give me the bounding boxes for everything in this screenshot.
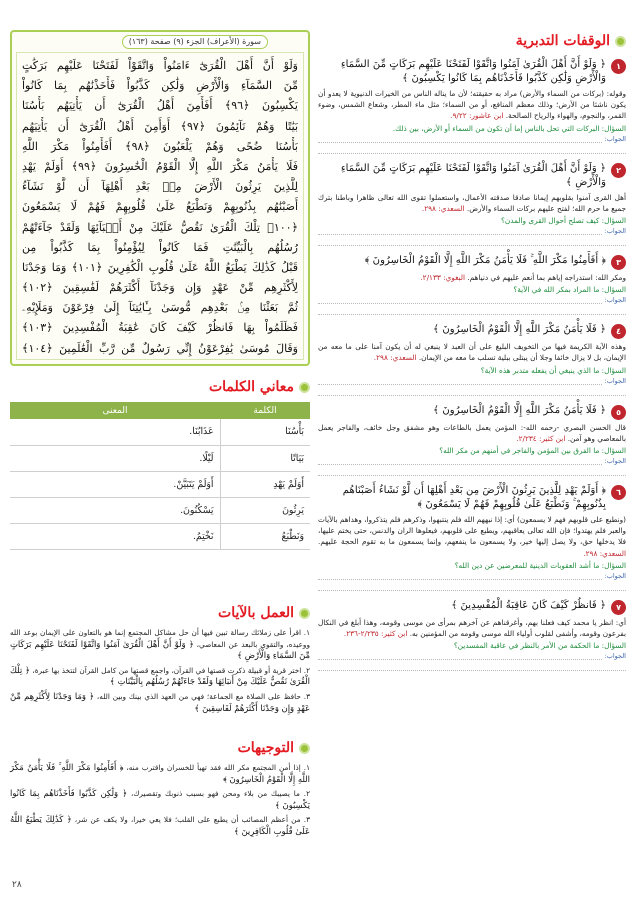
list-item-verse: ﴿ وَلَوْ أَنَّ أَهْلَ الْقُرَىٰ آمَنُوا وَاتَّقَوْا لَفَتَحْنَا عَلَيْهِم بَرَكَاتٍ مِّنَ السَّمَاءِ وَالْأَرْضِ ﴾ <box>10 638 310 661</box>
answer-field[interactable] <box>318 572 626 580</box>
tafsir-text: أهل القرى آمنوا بقلوبهم إيمانا صادقا صدقته الأعمال، واستعملوا تقوى الله تعالى ظاهرا وباطنا بترك جميع ما حرم الله؛ لفتح عليهم بركات السماء والأرض. <box>318 192 626 213</box>
reflection-question: السؤال: ما المراد بمكر الله في الآية؟ <box>513 285 626 295</box>
list-item-text: ١. إذا أمن المجتمع مكر الله فقد تهيأ للخسران واقترب منه، <box>123 763 310 772</box>
meaning-cell: لَيْلًا. <box>10 445 220 471</box>
reflection-ayah-row <box>318 58 626 86</box>
tafsir-text: (ونطبع على قلوبهم فهم لا يسمعون) أي: إذا نبههم الله فلم ينتبهوا، وذكرهم فلم يتذكروا، وهداهم بالآيات والعبر فلم يهتدوا؛ فإن الله تعالى يعاقبهم، ويطبع على قلوبهم، فيعلوها الران والدنس، حتى يختم عليها، فلا يدخلها حق، ولا يصل إليها خير، ولا يسمعون ما ينفعهم، وإنما يسمعون ما به تقوم الحجة عليهم. <box>318 515 626 547</box>
reflection-item <box>318 58 626 156</box>
list-item <box>10 627 310 662</box>
answer-line <box>318 304 626 315</box>
reflection-ayah-row <box>318 599 626 615</box>
mushaf-line: ﴿١٠٠﴾ تِلْكَ الْقُرَىٰ نَقُصُّ عَلَيْكَ مِنْ أَنۢبَآئِهَا وَلَقَدْ جَآءَتْهُمْ <box>22 220 298 234</box>
answer-label: الجواب: <box>604 571 626 580</box>
answer-label: الجواب: <box>604 652 626 661</box>
table-row <box>10 419 310 445</box>
reflection-number: ٣ <box>611 255 626 270</box>
answer-line <box>318 465 626 476</box>
list-item-verse: ﴿ كَذَٰلِكَ يَطْبَعُ اللَّهُ عَلَىٰ قُلُوبِ الْكَافِرِينَ ﴾ <box>10 814 310 836</box>
mushaf-line: وَقَالَ مُوسَىٰ يَٰفِرْعَوْنُ إِنِّي رَسُولٌ مِّن رَّبِّ الْعَٰلَمِينَ ﴿١٠٤﴾ <box>22 341 298 355</box>
mushaf-page <box>10 30 310 366</box>
answer-field[interactable] <box>318 296 626 304</box>
reflection-tafsir <box>318 341 626 363</box>
answer-line <box>318 652 602 660</box>
page-number: ٢٨ <box>12 880 22 890</box>
reflection-item <box>318 254 626 317</box>
word-cell: بَأْسُنَا <box>220 419 310 445</box>
answer-label: الجواب: <box>604 296 626 305</box>
reflection-number: ٦ <box>611 485 626 500</box>
mushaf-line: فَظَلَمُواْ بِهَا فَانظُرْ كَيْفَ كَانَ عَٰقِبَةُ الْمُفْسِدِينَ ﴿١٠٣﴾ <box>22 321 298 335</box>
list-item <box>10 691 310 714</box>
left-column <box>10 30 310 870</box>
answer-line <box>318 580 626 591</box>
mushaf-line: يَكْسِبُونَ ﴿٩٦﴾ أَفَأَمِنَ أَهْلُ الْقُرَىٰٓ أَن يَأْتِيَهُم بَأْسُنَا <box>22 99 298 113</box>
mushaf-line: مِّنَ السَّمَآءِ وَالْأَرْضِ وَلَٰكِن كَذَّبُواْ فَأَخَذْنَٰهُم بِمَا كَانُواْ <box>22 79 298 93</box>
list-item-text: ٣. حافظ على الصلاة مع الجماعة؛ فهي من العهد الذي بينك وبين الله، <box>94 691 310 701</box>
reflection-tafsir <box>318 617 626 639</box>
reflection-ayah-row <box>318 404 626 420</box>
meanings-table <box>10 402 310 550</box>
reflection-item <box>318 323 626 397</box>
reflection-number: ٥ <box>611 405 626 420</box>
section-bullet-icon <box>615 36 626 47</box>
section-bullet-icon <box>299 608 310 619</box>
mushaf-line: قَبْلُ كَذَٰلِكَ يَطْبَعُ اللَّهُ عَلَىٰ قُلُوبِ الْكَٰفِرِينَ ﴿١٠١﴾ وَمَا وَجَدْنَا <box>22 260 298 274</box>
reflection-ayah: ﴿ وَلَوْ أَنَّ أَهْلَ الْقُرَىٰ آمَنُوا وَاتَّقَوْا لَفَتَحْنَا عَلَيْهِم بَرَكَاتٍ مِّنَ السَّمَاءِ وَالْأَرْضِ وَلَٰكِن كَذَّبُوا فَأَخَذْنَاهُم بِمَا كَانُوا يَكْسِبُونَ ﴾ <box>340 59 606 84</box>
meanings-section <box>10 376 310 550</box>
reflection-question: السؤال: ما الفرق بين المؤمن والفاجر في أمنهم من مكر الله؟ <box>439 446 626 456</box>
reflections-header <box>318 30 626 52</box>
reflection-question: السؤال: كيف تصلح أحوال القرى والمدن؟ <box>501 216 626 226</box>
tafsir-text: قال الحسن البصري -رحمه الله-: المؤمن يعمل بالطاعات وهو مشفق وجل خائف، والفاجر يعمل بالمعاصي وهو آمن. <box>318 422 626 443</box>
tafsir-source: ابن كثير: ٢/٢٣٤. <box>516 433 566 443</box>
tafsir-text: وهذه الآية الكريمة فيها من التخويف البليغ على أن العبد لا ينبغي له أن يكون آمنا على ما معه من الإيمان، بل لا يزال خائفا وجلا أن يبتلى ببلية تسلب ما معه من الإيمان. <box>318 342 626 363</box>
reflection-tafsir <box>318 514 626 559</box>
reflection-tafsir <box>318 422 626 444</box>
reflection-number: ٤ <box>611 324 626 339</box>
answer-line <box>318 296 602 304</box>
answer-label: الجواب: <box>604 457 626 466</box>
reflection-question: السؤال: ما الحكمة من الأمر بالنظر في عاقبة المفسدين؟ <box>453 641 626 651</box>
answer-line <box>318 457 602 465</box>
mushaf-line: لِلَّذِينَ يَرِثُونَ الْأَرْضَ مِنۢ بَعْدِ أَهْلِهَآ أَن لَّوْ نَشَآءُ <box>22 180 298 194</box>
list-item-verse: ﴿ أَفَأَمِنُوا مَكْرَ اللَّهِ ۚ فَلَا يَأْمَنُ مَكْرَ اللَّهِ إِلَّا الْقَوْمُ الْخَاسِرُونَ ﴾ <box>10 762 310 784</box>
tafsir-source: السعدي: ٢٩٨. <box>373 353 417 363</box>
reflection-number: ٧ <box>611 600 626 615</box>
col-word-header: الكلمة <box>220 402 310 419</box>
section-bullet-icon <box>299 382 310 393</box>
reflections-section <box>318 30 626 870</box>
table-row <box>10 471 310 497</box>
mushaf-text <box>22 56 298 359</box>
meaning-cell: يَسْكُنُونَ. <box>10 497 220 523</box>
word-cell: وَنَطْبَعُ <box>220 523 310 549</box>
tafsir-source: السعدي: ٢٩٨. <box>421 203 465 213</box>
amal-title: العمل بالآيات <box>218 605 294 621</box>
reflection-ayah-row <box>318 162 626 190</box>
answer-line <box>318 143 626 154</box>
mushaf-line: فَلَا يَأْمَنُ مَكْرَ اللَّهِ إِلَّا الْقَوْمُ الْخَٰسِرُونَ ﴿٩٩﴾ أَوَلَمْ يَهْدِ <box>22 159 298 173</box>
reflection-ayah: ﴿ فَلَا يَأْمَنُ مَكْرَ اللَّهِ إِلَّا الْقَوْمُ الْخَاسِرُونَ ﴾ <box>433 324 606 336</box>
reflections-title: الوقفات التدبرية <box>515 33 610 49</box>
reflection-tafsir <box>318 272 626 283</box>
list-item <box>10 665 310 688</box>
word-cell: بَيَاتًا <box>220 445 310 471</box>
tafsir-source: ابن عاشور: ٩/٢٢. <box>450 111 504 121</box>
reflection-question: السؤال: ما الذي ينبغي أن يفعله متدبر هذه الآية؟ <box>480 365 626 375</box>
reflection-item <box>318 162 626 248</box>
meanings-header <box>10 376 310 398</box>
mushaf-line: بَأْسُنَا ضُحًى وَهُمْ يَلْعَبُونَ ﴿٩٨﴾ أَفَأَمِنُواْ مَكْرَ اللَّهِ <box>22 139 298 153</box>
mushaf-line: أَصَبْنَٰهُم بِذُنُوبِهِمْ وَنَطْبَعُ عَلَىٰ قُلُوبِهِمْ فَهُمْ لَا يَسْمَعُونَ <box>22 200 298 214</box>
word-cell: يَرِثُونَ <box>220 497 310 523</box>
mushaf-line: ثُمَّ بَعَثْنَا مِنۢ بَعْدِهِم مُّوسَىٰ بِـَٔايَٰتِنَآ إِلَىٰ فِرْعَوْنَ وَمَلَإِيْهِۦ <box>22 301 298 315</box>
reflection-ayah: ﴿ أَفَأَمِنُوا مَكْرَ اللَّهِ ۚ فَلَا يَأْمَنُ مَكْرَ اللَّهِ إِلَّا الْقَوْمُ الْخَاسِرُونَ ﴾ <box>364 255 606 267</box>
reflection-ayah-row <box>318 254 626 270</box>
reflection-item <box>318 484 626 593</box>
answer-line <box>318 660 626 671</box>
guidance-section <box>10 737 310 838</box>
amal-section <box>10 602 310 714</box>
answer-line <box>318 572 602 580</box>
answer-label: الجواب: <box>604 376 626 385</box>
list-item <box>10 814 310 837</box>
reflection-ayah: ﴿ وَلَوْ أَنَّ أَهْلَ الْقُرَىٰ آمَنُوا وَاتَّقَوْا لَفَتَحْنَا عَلَيْهِم بَرَكَاتٍ مِّنَ السَّمَاءِ وَالْأَرْضِ ﴾ <box>340 162 606 188</box>
reflection-number: ٢ <box>611 163 626 178</box>
answer-field[interactable] <box>318 377 626 385</box>
reflection-item <box>318 599 626 673</box>
answer-field[interactable] <box>318 652 626 660</box>
reflection-question: السؤال: البركات التي تحل بالناس إما أن تكون من السماء أو الأرض، بين ذلك. <box>392 123 626 133</box>
answer-line <box>318 227 602 235</box>
meanings-title: معاني الكلمات <box>208 379 294 395</box>
reflection-tafsir <box>318 192 626 214</box>
list-item-text: ٢. اختر قرية أو قبيلة ذكرت قصتها في القرآن، واجمع قصتها من كامل القرآن لتتخذ بها عبرة، <box>29 665 310 675</box>
reflection-ayah-row <box>318 484 626 512</box>
reflection-question: السؤال: ما أشد العقوبات الدينية للمعرضين عن دين الله؟ <box>454 560 626 570</box>
table-row <box>10 445 310 471</box>
guidance-title: التوجيهات <box>237 740 294 756</box>
answer-line <box>318 385 626 396</box>
section-bullet-icon <box>299 743 310 754</box>
tafsir-text: ومكر الله: استدراجه إياهم بما أنعم عليهم في دنياهم. <box>467 273 626 283</box>
meaning-cell: أَوَلَمْ يَتَبَيَّنْ. <box>10 471 220 497</box>
mushaf-header: سورة (الأعراف) الجزء (٩) صفحة (١٦٣) <box>122 35 268 49</box>
answer-field[interactable] <box>318 135 626 143</box>
reflection-ayah-row <box>318 323 626 339</box>
mushaf-line: بَيَٰتًا وَهُمْ نَآئِمُونَ ﴿٩٧﴾ أَوَأَمِنَ أَهْلُ الْقُرَىٰٓ أَن يَأْتِيَهُم <box>22 119 298 133</box>
list-item-text: ١. اقرأ على زملائك رسالة تبين فيها أن حل مشاكل المجتمع إنما هو بالتعاون على الإيمان بوعد الله ووعيده، والتقوى بالبعد عن المعاصي، <box>10 628 310 649</box>
tafsir-source: ابن كثير: ٢/٢٣٥-٢٣٦. <box>343 629 408 639</box>
answer-line <box>318 235 626 246</box>
tafsir-source: السعدي: ٢٩٨. <box>583 548 626 558</box>
list-item-verse: ﴿ وَلَٰكِن كَذَّبُوا فَأَخَذْنَاهُم بِمَا كَانُوا يَكْسِبُونَ ﴾ <box>10 788 310 810</box>
guidance-header <box>10 737 310 759</box>
meaning-cell: نَخْتِمُ. <box>10 523 220 549</box>
tafsir-source: البغوي: ٢/١٣٣. <box>420 273 466 283</box>
reflection-ayah: ﴿ فَانظُرْ كَيْفَ كَانَ عَاقِبَةُ الْمُفْسِدِينَ ﴾ <box>451 599 606 611</box>
list-item <box>10 788 310 811</box>
answer-label: الجواب: <box>604 227 626 236</box>
reflection-ayah: ﴿ فَلَا يَأْمَنُ مَكْرَ اللَّهِ إِلَّا الْقَوْمُ الْخَاسِرُونَ ﴾ <box>433 404 606 416</box>
mushaf-line: وَلَوْ أَنَّ أَهْلَ الْقُرَىٰٓ ءَامَنُواْ وَاتَّقَوْاْ لَفَتَحْنَا عَلَيْهِم بَرَكَٰتٍ <box>22 59 298 72</box>
table-row <box>10 497 310 523</box>
tafsir-text: أي: انظر يا محمد كيف فعلنا بهم، وأغرقناهم عن آخرهم بمرأى من موسى وقومه، وهذا أبلغ في النكال بفرعون وقومه، وأشفى لقلوب أولياء الله موسى وقومه من المؤمنين به. <box>318 617 626 639</box>
answer-field[interactable] <box>318 457 626 465</box>
reflection-ayah: ﴿ أَوَلَمْ يَهْدِ لِلَّذِينَ يَرِثُونَ الْأَرْضَ مِن بَعْدِ أَهْلِهَا أَن لَّوْ نَشَاءُ أَصَبْنَاهُم بِذُنُوبِهِمْ ۚ وَنَطْبَعُ عَلَىٰ قُلُوبِهِمْ فَهُمْ لَا يَسْمَعُونَ ﴾ <box>342 485 606 511</box>
tafsir-text: وقوله: (بركات من السماء والأرض) مراد به حقيقته؛ لأن ما يناله الناس من الخيرات الدنيوية لا يعدو أن يكون ناشئا من الأرض؛ وذلك معظم المنافع، أو من السماء؛ مثل ماء المطر، وشعاع الشمس، وضوء القمر، والنجوم، والهواء والرياح الصالحة. <box>318 89 626 121</box>
reflection-number: ١ <box>611 59 626 74</box>
meaning-cell: عَذَابُنَا. <box>10 419 220 445</box>
answer-line <box>318 135 602 143</box>
answer-label: الجواب: <box>604 134 626 143</box>
list-item <box>10 762 310 785</box>
list-item-verse: ﴿ وَمَا وَجَدْنَا لِأَكْثَرِهِم مِّنْ عَهْدٍ وَإِن وَجَدْنَا أَكْثَرَهُمْ لَفَاسِقِينَ ﴾ <box>10 690 310 713</box>
mushaf-line: لِأَكْثَرِهِم مِّنْ عَهْدٍ وَإِن وَجَدْنَآ أَكْثَرَهُمْ لَفَٰسِقِينَ ﴿١٠٢﴾ <box>22 281 298 295</box>
mushaf-line: رُسُلُهُم بِالْبَيِّنَٰتِ فَمَا كَانُواْ لِيُؤْمِنُواْ بِمَا كَذَّبُواْ مِن <box>22 240 298 254</box>
reflection-tafsir <box>318 88 626 122</box>
list-item-text: ٣. من أعظم المصائب أن يطبع على القلب؛ فلا يعي خيرا، ولا يكف عن شر، <box>71 815 310 825</box>
amal-header <box>10 602 310 624</box>
list-item-verse: ﴿ تِلْكَ الْقُرَىٰ نَقُصُّ عَلَيْكَ مِنْ أَنبَائِهَا وَلَقَدْ جَاءَتْهُمْ رُسُلُهُم بِالْبَيِّنَاتِ ﴾ <box>10 664 310 687</box>
answer-field[interactable] <box>318 227 626 235</box>
table-row <box>10 523 310 549</box>
col-meaning-header: المعنى <box>10 402 220 419</box>
list-item-text: ٢. ما يصيبك من بلاء ومحن فهو بسبب ذنوبك وتقصيرك، <box>127 789 310 799</box>
answer-line <box>318 377 602 385</box>
reflection-item <box>318 404 626 478</box>
table-header-row <box>10 402 310 419</box>
word-cell: أَوَلَمْ يَهْدِ <box>220 471 310 497</box>
